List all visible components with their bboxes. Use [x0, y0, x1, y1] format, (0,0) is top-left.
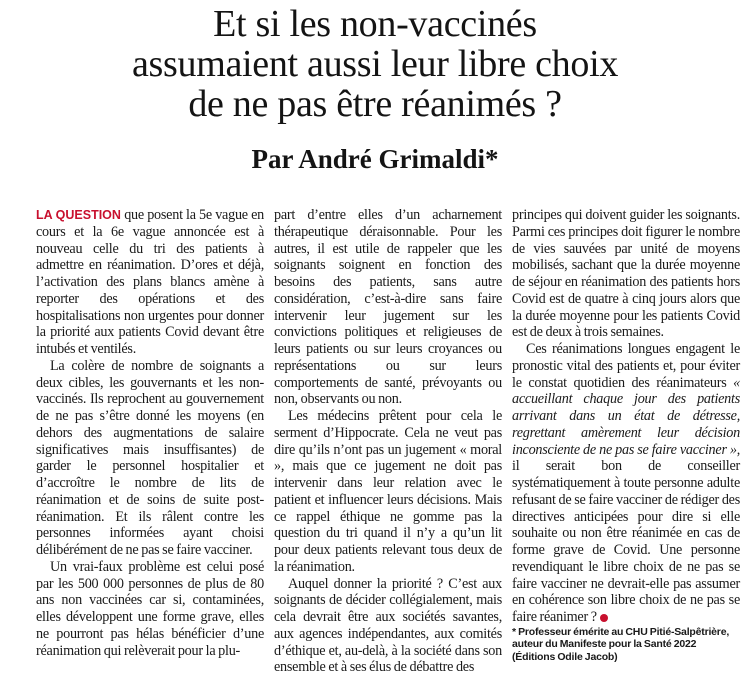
article-headline — [0, 4, 750, 124]
paragraph: principes qui doivent guider les soignants. Parmi ces principes doit figurer le nombre de vies sauvées par unité de moyens mobilisés, sachant que la durée moyenne de séjour en réanimation des patients hors Covid est de quatre à cinq jours alors que la durée moyenne pour les patients Covid est de deux à trois semaines. — [512, 207, 740, 341]
paragraph: La colère de nombre de soignants a deux cibles, les gouvernants et les non-vaccinés. Ils reprochent au gouvernement de ne pas s’être donné les moyens (en dehors des augmentations de salaire significatives mais insuffisantes) de garder le personnel hospitalier et d’accroître le nombre de lits de réanimation et de soins de suite post-réanimation. Et ils râlent contre les personnes informées ayant choisi délibérément de ne pas se faire vacciner. — [36, 358, 264, 559]
headline-line-3: de ne pas être réanimés ? — [0, 84, 750, 124]
paragraph — [36, 207, 264, 358]
paragraph-text: Ces réanimations longues engagent le pronostic vital des patients et, pour éviter le constat quotidien des réanimateurs — [512, 341, 740, 391]
article-column-1 — [36, 207, 264, 659]
lead-label: LA QUESTION — [36, 208, 121, 222]
headline-line-1: Et si les non-vaccinés — [0, 4, 750, 44]
paragraph — [512, 341, 740, 626]
paragraph-text: que posent la 5e vague en cours et la 6e vague annoncée est à nouveau celle du tri des patients à admettre en réanimation. D’ores et déjà, l’activation des plans blancs amène à reporter des opérations et des hospitalisations non urgentes pour donner la priorité aux patients Covid devant être intubés et ventilés. — [36, 207, 264, 357]
paragraph: Un vrai-faux problème est celui posé par les 500 000 personnes de plus de 80 ans non vaccinées car si, contaminées, elles développent une forme grave, elles ne pourront pas hélas bénéficier d’une réanimation qui relèverait pour la plu- — [36, 559, 264, 660]
end-mark-icon — [600, 614, 608, 622]
article-column-2 — [274, 207, 502, 676]
headline-line-2: assumaient aussi leur libre choix — [0, 44, 750, 84]
author-footnote: * Professeur émérite au CHU Pitié-Salpêtrière, auteur du Manifeste pour la Santé 2022 (Éditions Odile Jacob) — [512, 626, 740, 664]
article-column-3 — [512, 207, 740, 663]
paragraph: part d’entre elles d’un acharnement thérapeutique déraisonnable. Pour les autres, il est utile de rappeler que les soignants soignent en fonction des besoins des patients, sans autre considération, c’est-à-dire sans faire intervenir leur jugement sur les convictions politiques et religieuses de leurs patients ou sur leurs croyances ou représentations ou sur leurs comportements de santé, prévoyants ou non, observants ou non. — [274, 207, 502, 408]
quote: « accueillant chaque jour des patients arrivant dans un état de détresse, regrettant amèrement leur décision inconsciente de ne pas se faire vacciner » — [512, 375, 740, 458]
paragraph: Les médecins prêtent pour cela le serment d’Hippocrate. Cela ne veut pas dire qu’ils n’ont pas un jugement « moral », mais que ce jugement ne doit pas intervenir dans leur relation avec le patient et influencer leurs décisions. Mais ce rappel éthique ne gomme pas la question du tri quand il n’y a qu’un lit pour deux patients relevant tous deux de la réanimation. — [274, 408, 502, 576]
author-byline: Par André Grimaldi* — [0, 143, 750, 175]
paragraph: Auquel donner la priorité ? C’est aux soignants de décider collégialement, mais cela devrait être aux sociétés savantes, aux agences indépendantes, aux comités d’éthique et, au-delà, à la société dans son ensemble et à ses élus de débattre des — [274, 576, 502, 676]
paragraph-text: , il serait bon de conseiller systématiquement à toute personne adulte refusant de se faire vacciner de rédiger des directives anticipées pour dire si elle souhaite ou non être réanimée en cas de forme grave de Covid. Une personne revendiquant le libre choix de ne pas se faire vacciner ne devrait-elle pas assumer en cohérence son libre choix de ne pas se faire réanimer ? — [512, 442, 740, 626]
